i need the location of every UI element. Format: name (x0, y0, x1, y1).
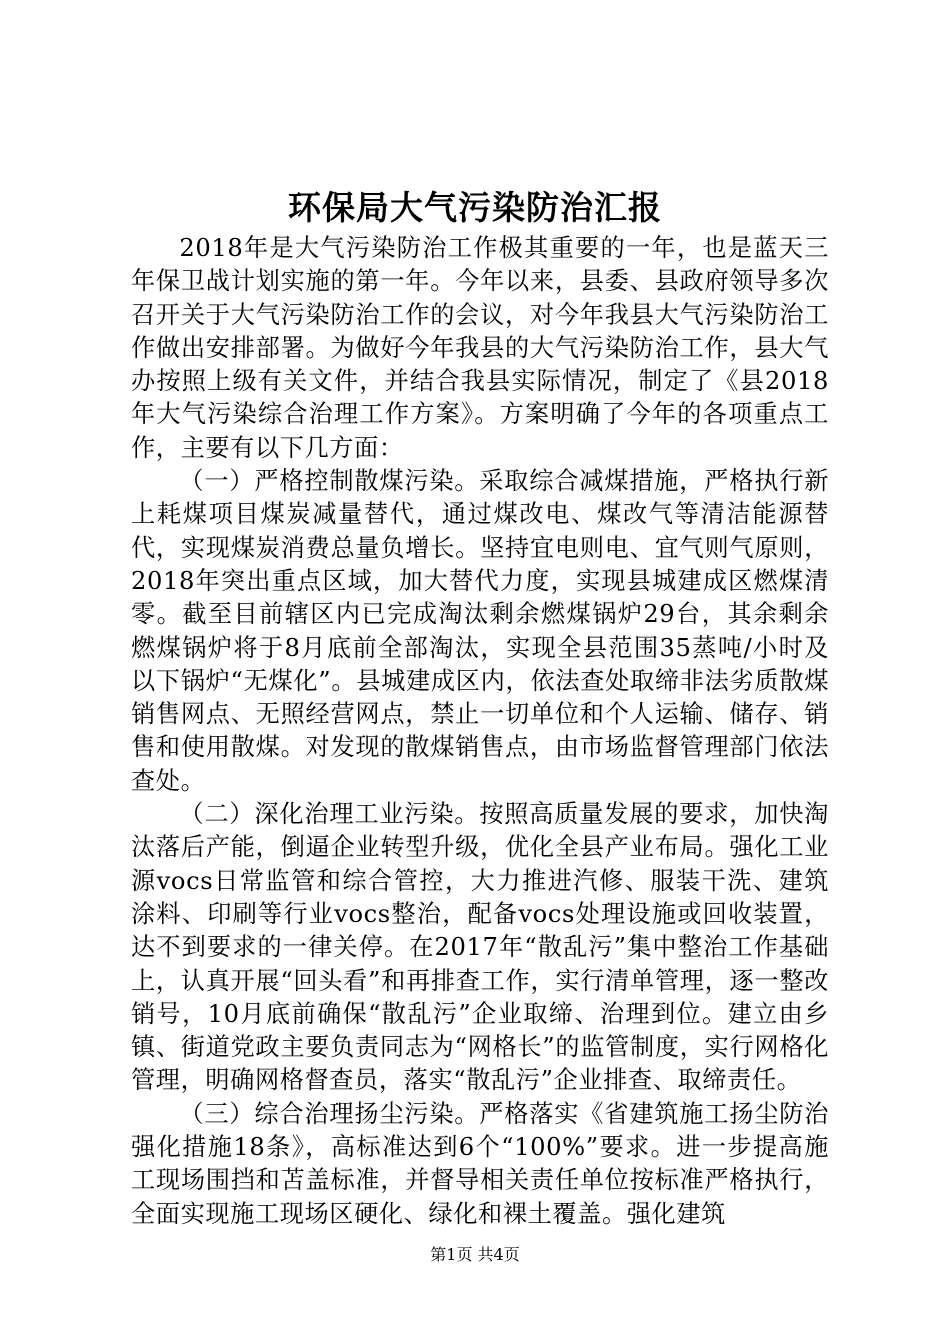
paragraph-intro: 2018年是大气污染防治工作极其重要的一年，也是蓝天三年保卫战计划实施的第一年。今年以来，县委、县政府领导多次召开关于大气污染防治工作的会议，对今年我县大气污染防治工作做出安排部署。为做好今年我县的大气污染防治工作，县大气办按照上级有关文件，并结合我县实际情况，制定了《县2018年大气污染综合治理工作方案》。方案明确了今年的各项重点工作，主要有以下几方面： (131, 234, 829, 462)
paragraph-section-2: （二）深化治理工业污染。按照高质量发展的要求，加快淘汰落后产能，倒逼企业转型升级，优化全县产业布局。强化工业源vocs日常监管和综合管控，大力推进汽修、服装干洗、建筑涂料、印刷等行业vocs整治，配备vocs处理设施或回收装置，达不到要求的一律关停。在2017年“散乱污”集中整治工作基础上，认真开展“回头看”和再排查工作，实行清单管理，逐一整改销号，10月底前确保“散乱污”企业取缔、治理到位。建立由乡镇、街道党政主要负责同志为“网格长”的监管制度，实行网格化管理，明确网格督查员，落实“散乱污”企业排查、取缔责任。 (131, 800, 829, 1095)
paragraph-section-3: （三）综合治理扬尘污染。严格落实《省建筑施工扬尘防治强化措施18条》，高标准达到6个“100%”要求。进一步提高施工现场围挡和苫盖标准，并督导相关责任单位按标准严格执行，全面实现施工现场区硬化、绿化和裸土覆盖。强化建筑 (131, 1099, 829, 1228)
document-body (131, 232, 829, 1231)
document-title: 环保局大气污染防治汇报 (288, 188, 662, 227)
paragraph-section-1: （一）严格控制散煤污染。采取综合减煤措施，严格执行新上耗煤项目煤炭减量替代，通过煤改电、煤改气等清洁能源替代，实现煤炭消费总量负增长。坚持宜电则电、宜气则气原则，2018年突出重点区域，加大替代力度，实现县城建成区燃煤清零。截至目前辖区内已完成淘汰剩余燃煤锅炉29台，其余剩余燃煤锅炉将于8月底前全部淘汰，实现全县范围35蒸吨/小时及以下锅炉“无煤化”。县城建成区内，依法查处取缔非法劣质散煤销售网点、无照经营网点，禁止一切单位和个人运输、储存、销售和使用散煤。对发现的散煤销售点，由市场监督管理部门依法查处。 (131, 467, 829, 795)
page-footer: 第1页 共4页 (430, 1245, 520, 1264)
